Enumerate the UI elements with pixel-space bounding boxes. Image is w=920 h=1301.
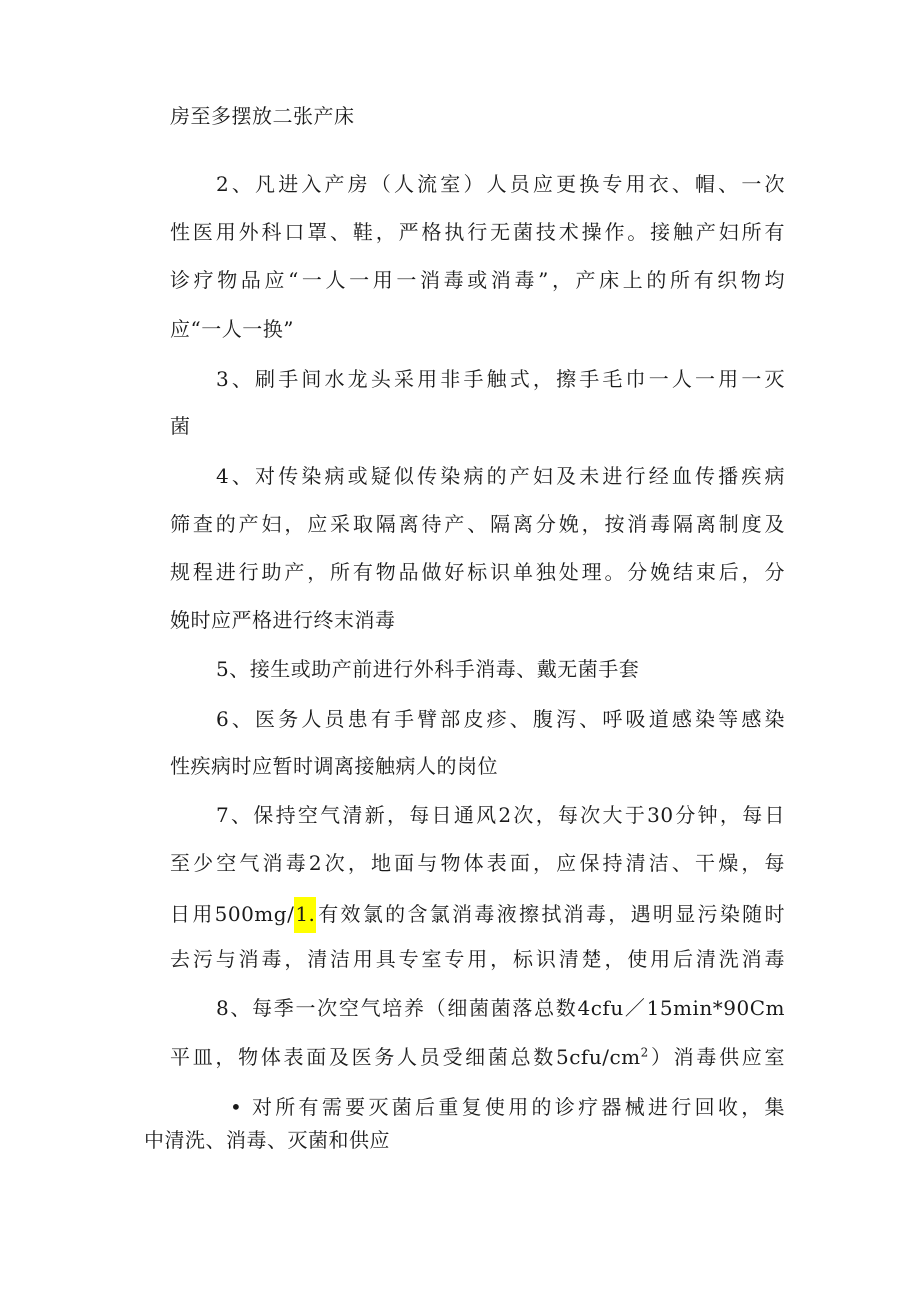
highlighted-text: 1. (294, 897, 316, 933)
text-line: 中清洗、消毒、灭菌和供应 (144, 1128, 390, 1152)
text-line: 2、凡进入产房（人流室）人员应更换专用衣、帽、一次 (216, 172, 785, 196)
text-line: 去污与消毒，清洁用具专室专用，标识清楚，使用后清洗消毒 (170, 947, 785, 971)
text-line: 应“一人一换” (170, 317, 294, 341)
text-line: 7、保持空气清新，每日通风2次，每次大于30分钟，每日 (216, 803, 785, 827)
text-fragment: 有效氯的含氯消毒液擦拭消毒，遇明显污染随时 (316, 902, 785, 926)
text-line: 菌 (170, 414, 191, 438)
superscript: 2 (640, 1045, 649, 1060)
text-line: 规程进行助产，所有物品做好标识单独处理。分娩结束后，分 (170, 560, 785, 584)
text-line: 性疾病时应暂时调离接触病人的岗位 (170, 754, 498, 778)
text-fragment: 日用500mg/ (170, 902, 295, 926)
text-line: 6、医务人员患有手臂部皮疹、腹泻、呼吸道感染等感染 (216, 707, 785, 731)
list-item: • 对所有需要灭菌后重复使用的诊疗器械进行回收，集 (230, 1095, 785, 1119)
text-line (170, 897, 785, 933)
text-line: 8、每季一次空气培养（细菌菌落总数4cfu／15min*90Cm (216, 996, 785, 1020)
text-line (170, 1043, 785, 1071)
text-line: 娩时应严格进行终末消毒 (170, 608, 396, 632)
text-fragment: ）消毒供应室 (648, 1045, 786, 1069)
text-line: 4、对传染病或疑似传染病的产妇及未进行经血传播疾病 (216, 464, 785, 488)
text-line: 5、接生或助产前进行外科手消毒、戴无菌手套 (216, 657, 640, 681)
text-line: 房至多摆放二张产床 (170, 104, 355, 128)
text-line: 筛查的产妇，应采取隔离待产、隔离分娩，按消毒隔离制度及 (170, 512, 785, 536)
text-line: 诊疗物品应“一人一用一消毒或消毒”，产床上的所有织物均 (170, 268, 785, 292)
text-line: 至少空气消毒2次，地面与物体表面，应保持清洁、干燥，每 (170, 851, 785, 875)
text-line: 性医用外科口罩、鞋，严格执行无菌技术操作。接触产妇所有 (170, 220, 785, 244)
text-fragment: 平皿，物体表面及医务人员受细菌总数5cfu/cm (170, 1045, 641, 1069)
text-line: 3、刷手间水龙头采用非手触式，擦手毛巾一人一用一灭 (216, 367, 785, 391)
